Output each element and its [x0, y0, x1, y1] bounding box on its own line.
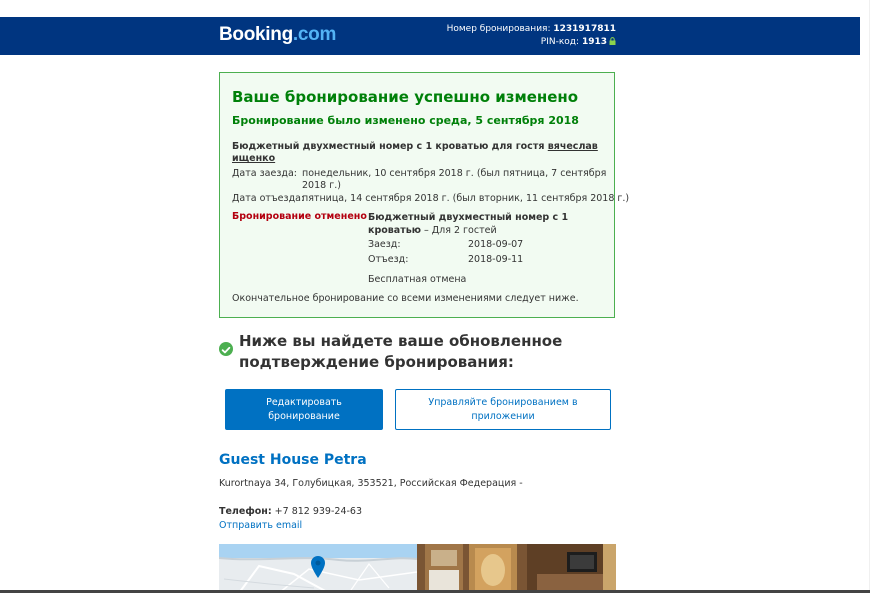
checkin-value: понедельник, 10 сентября 2018 г. (был пятница, 7 сентября 2018 г.) — [302, 168, 607, 191]
checkin-label: Дата заезда: — [232, 168, 297, 179]
pin-label: PIN-код: — [540, 37, 580, 47]
room-description: Бюджетный двухместный номер с 1 кроватью для гостя вячеслав ищенко — [232, 141, 598, 164]
booking-logo[interactable]: Booking.com — [219, 24, 337, 45]
top-header — [0, 17, 860, 55]
booking-number-label: Номер бронирования: — [446, 24, 551, 34]
hotel-map[interactable] — [219, 544, 417, 593]
updated-title: Ниже вы найдете ваше обновленное подтверждение бронирования: — [239, 332, 563, 371]
final-note: Окончательное бронирование со всеми изменениями следует ниже. — [232, 293, 579, 304]
send-email-link[interactable]: Отправить email — [219, 520, 303, 531]
lock-icon — [609, 37, 616, 50]
change-notice — [219, 72, 630, 318]
phone-number[interactable]: +7 812 939-24-63 — [274, 506, 363, 517]
booking-number: 1231917811 — [553, 24, 616, 34]
cancelled-label: Бронирование отменено — [232, 211, 367, 222]
booking-reference — [447, 23, 616, 50]
free-cancellation: Бесплатная отмена — [368, 274, 467, 285]
checkin-row — [232, 168, 612, 194]
edit-booking-button[interactable]: Редактировать бронирование — [225, 389, 383, 430]
checkout-row — [232, 193, 630, 205]
hotel-name-link[interactable]: Guest House Petra — [219, 452, 367, 468]
checkout-value: пятница, 14 сентября 2018 г. (был вторник, 11 сентября 2018 г.) — [302, 193, 630, 204]
hotel-photo[interactable] — [417, 544, 616, 593]
check-circle-icon — [219, 342, 233, 356]
checkout-label: Дата отъезда: — [232, 193, 305, 204]
guest-name-link[interactable]: вячеслав ищенко — [232, 141, 598, 164]
hotel-address: Kurortnaya 34, Голубицкая, 353521, Российская Федерация - — [219, 478, 523, 489]
notice-subtitle: Бронирование было изменено среда, 5 сентября 2018 — [232, 114, 579, 127]
pin-code: 1913 — [581, 37, 607, 47]
cancelled-room: Бюджетный двухместный номер с 1 кроватью – Для 2 гостей — [368, 212, 569, 236]
phone-label: Телефон: — [219, 506, 272, 517]
cancel-checkout-row: Отъезд: 2018-09-11 — [368, 254, 524, 265]
map-pin-icon — [311, 556, 325, 582]
notice-title: Ваше бронирование успешно изменено — [232, 88, 579, 106]
manage-in-app-button[interactable]: Управляйте бронированием в приложении — [395, 389, 611, 430]
hotel-phone — [219, 506, 362, 517]
cancel-checkin-row: Заезд: 2018-09-07 — [368, 239, 524, 250]
